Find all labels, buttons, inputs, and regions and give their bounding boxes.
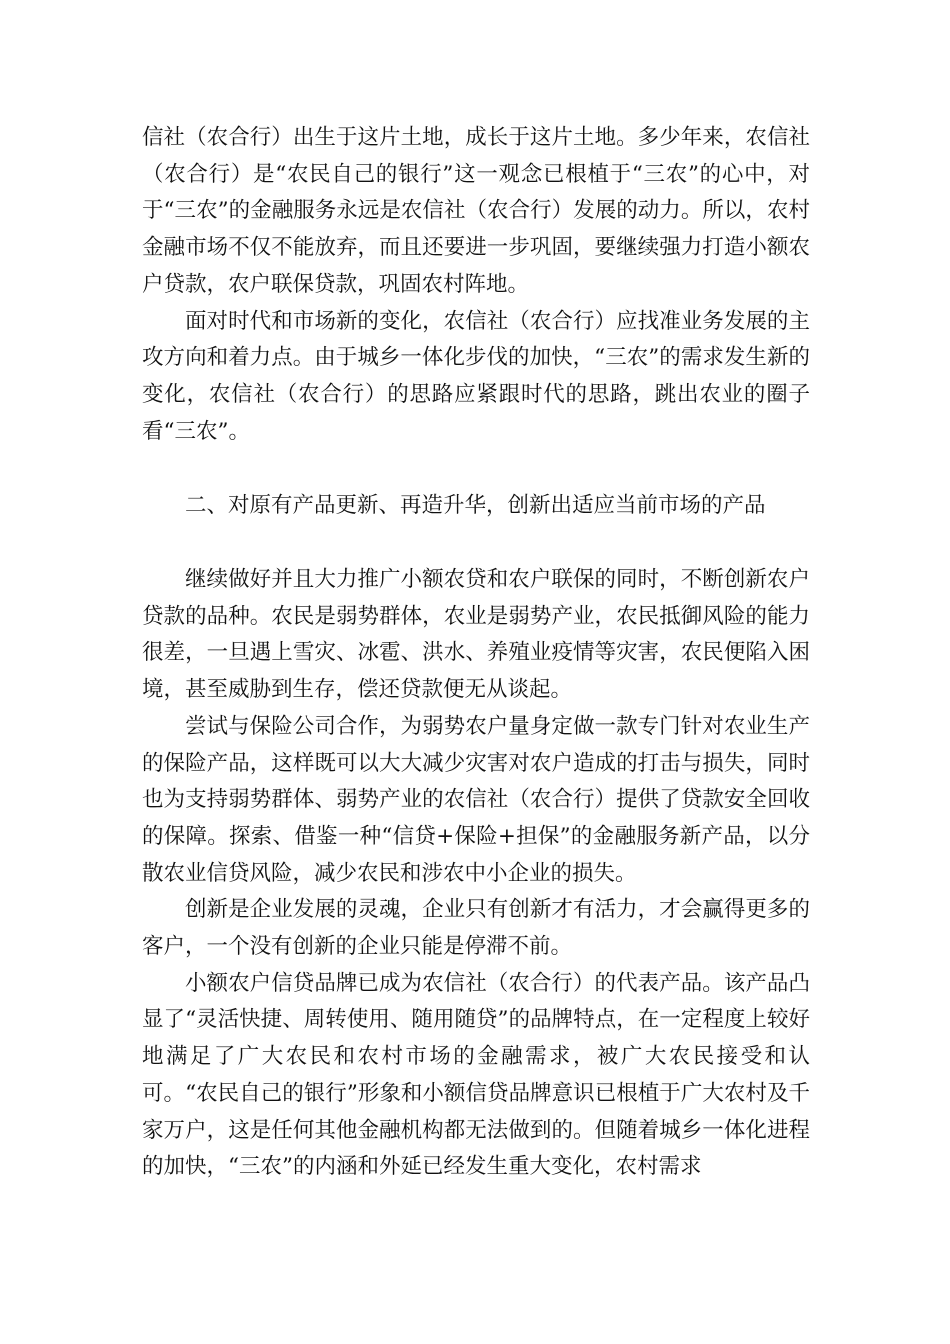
paragraph: 面对时代和市场新的变化，农信社（农合行）应找准业务发展的主攻方向和着力点。由于城乡一体化步伐的加快，“三农”的需求发生新的变化，农信社（农合行）的思路应紧跟时代的思路，跳出农业的圈子看“三农”。 xyxy=(142,308,810,444)
section-1 xyxy=(142,120,810,450)
section-heading: 二、对原有产品更新、再造升华，创新出适应当前市场的产品 xyxy=(185,493,766,518)
paragraph-continued: 信社（农合行）出生于这片土地，成长于这片土地。多少年来，农信社（农合行）是“农民自己的银行”这一观念已根植于“三农”的心中，对于“三农”的金融服务永远是农信社（农合行）发展的动力。所以，农村金融市场不仅不能放弃，而且还要进一步巩固，要继续强力打造小额农户贷款，农户联保贷款，巩固农村阵地。 xyxy=(142,125,810,297)
section-2 xyxy=(142,562,810,1186)
paragraph: 小额农户信贷品牌已成为农信社（农合行）的代表产品。该产品凸显了“灵活快捷、周转使用、随用随贷”的品牌特点，在一定程度上较好地满足了广大农民和农村市场的金融需求，被广大农民接受和认可。“农民自己的银行”形象和小额信贷品牌意识已根植于广大农村及千家万户，这是任何其他金融机构都无法做到的。但随着城乡一体化进程的加快，“三农”的内涵和外延已经发生重大变化，农村需求 xyxy=(142,970,810,1180)
paragraph: 创新是企业发展的灵魂，企业只有创新才有活力，才会赢得更多的客户，一个没有创新的企业只能是停滞不前。 xyxy=(142,897,810,960)
section-heading-block xyxy=(142,488,810,525)
paragraph: 继续做好并且大力推广小额农贷和农户联保的同时，不断创新农户贷款的品种。农民是弱势群体，农业是弱势产业，农民抵御风险的能力很差，一旦遇上雪灾、冰雹、洪水、养殖业疫情等灾害，农民便陷入困境，甚至威胁到生存，偿还贷款便无从谈起。 xyxy=(142,567,810,703)
paragraph: 尝试与保险公司合作，为弱势农户量身定做一款专门针对农业生产的保险产品，这样既可以大大减少灾害对农户造成的打击与损失，同时也为支持弱势群体、弱势产业的农信社（农合行）提供了贷款安全回收的保障。探索、借鉴一种“信贷+保险+担保”的金融服务新产品，以分散农业信贷风险，减少农民和涉农中小企业的损失。 xyxy=(142,713,810,886)
